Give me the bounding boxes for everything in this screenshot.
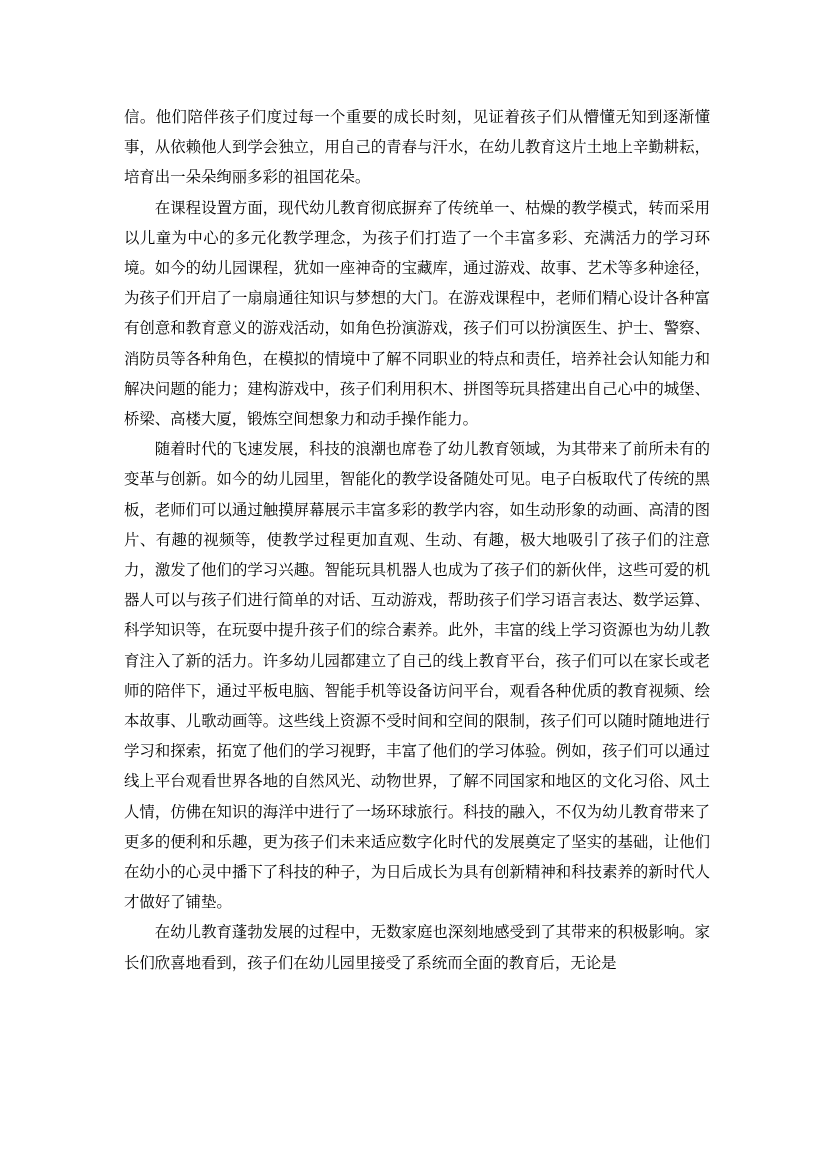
paragraph-continuation: 信。他们陪伴孩子们度过每一个重要的成长时刻，见证着孩子们从懵懂无知到逐渐懂事，从依赖他人到学会独立，用自己的青春与汗水，在幼儿教育这片土地上辛勤耕耘，培育出一朵朵绚丽多彩的祖国花朵。	[124, 108, 710, 187]
document-body	[124, 102, 710, 978]
paragraph-families: 在幼儿教育蓬勃发展的过程中，无数家庭也深刻地感受到了其带来的积极影响。家长们欣喜地看到，孩子们在幼儿园里接受了系统而全面的教育后，无论是	[124, 923, 710, 972]
paragraph-technology: 随着时代的飞速发展，科技的浪潮也席卷了幼儿教育领域，为其带来了前所未有的变革与创新。如今的幼儿园里，智能化的教学设备随处可见。电子白板取代了传统的黑板，老师们可以通过触摸屏幕展示丰富多彩的教学内容，如生动形象的动画、高清的图片、有趣的视频等，使教学过程更加直观、生动、有趣，极大地吸引了孩子们的注意力，激发了他们的学习兴趣。智能玩具机器人也成为了孩子们的新伙伴，这些可爱的机器人可以与孩子们进行简单的对话、互动游戏，帮助孩子们学习语言表达、数学运算、科学知识等，在玩耍中提升孩子们的综合素养。此外，丰富的线上学习资源也为幼儿教育注入了新的活力。许多幼儿园都建立了自己的线上教育平台，孩子们可以在家长或老师的陪伴下，通过平板电脑、智能手机等设备访问平台，观看各种优质的教育视频、绘本故事、儿歌动画等。这些线上资源不受时间和空间的限制，孩子们可以随时随地进行学习和探索，拓宽了他们的学习视野，丰富了他们的学习体验。例如，孩子们可以通过线上平台观看世界各地的自然风光、动物世界，了解不同国家和地区的文化习俗、风土人情，仿佛在知识的海洋中进行了一场环球旅行。科技的融入，不仅为幼儿教育带来了更多的便利和乐趣，更为孩子们未来适应数字化时代的发展奠定了坚实的基础，让他们在幼小的心灵中播下了科技的种子，为日后成长为具有创新精神和科技素养的新时代人才做好了铺垫。	[124, 440, 710, 912]
paragraph-curriculum: 在课程设置方面，现代幼儿教育彻底摒弃了传统单一、枯燥的教学模式，转而采用以儿童为中心的多元化教学理念，为孩子们打造了一个丰富多彩、充满活力的学习环境。如今的幼儿园课程，犹如一座神奇的宝藏库，通过游戏、故事、艺术等多种途径，为孩子们开启了一扇扇通往知识与梦想的大门。在游戏课程中，老师们精心设计各种富有创意和教育意义的游戏活动，如角色扮演游戏，孩子们可以扮演医生、护士、警察、消防员等各种角色，在模拟的情境中了解不同职业的特点和责任，培养社会认知能力和解决问题的能力；建构游戏中，孩子们利用积木、拼图等玩具搭建出自己心中的城堡、桥梁、高楼大厦，锻炼空间想象力和动手操作能力。	[124, 198, 710, 429]
